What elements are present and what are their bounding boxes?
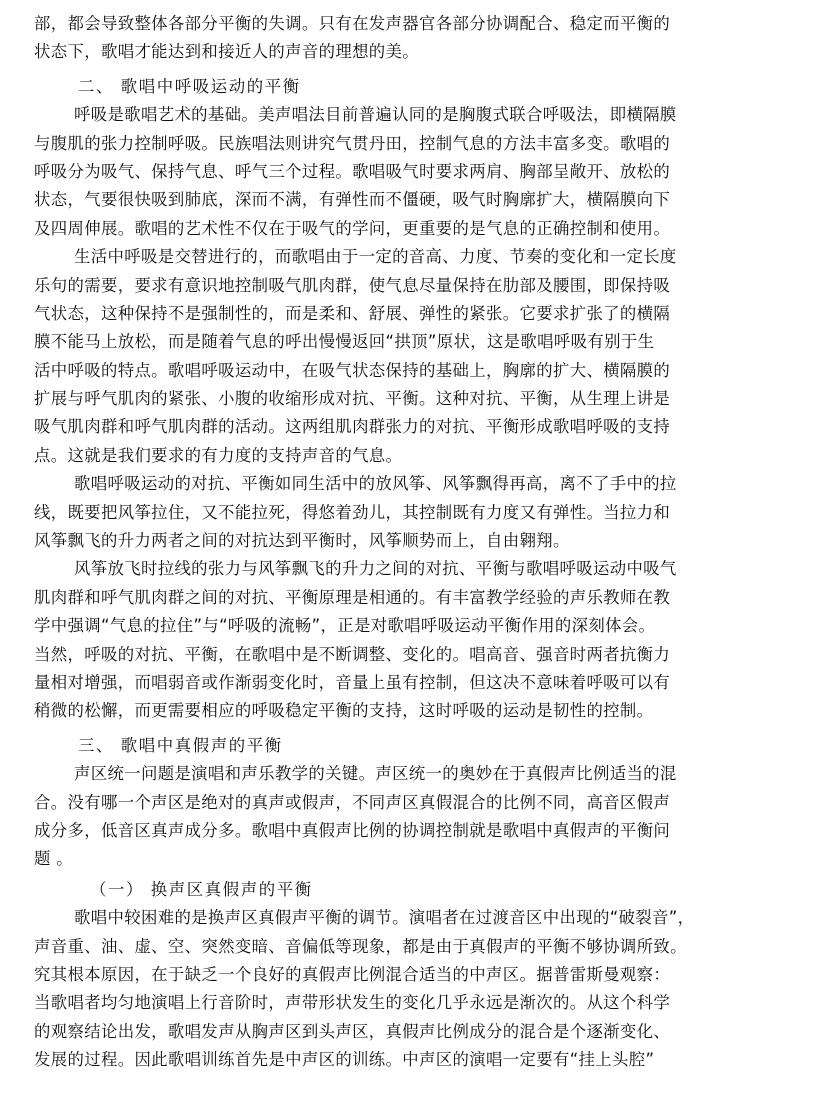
paragraph: [34, 760, 770, 874]
paragraph: [34, 904, 770, 1074]
paragraph: [34, 470, 770, 555]
paragraph: [34, 101, 770, 243]
text-line: 活中呼吸的特点。歌唱呼吸运动中，在吸气状态保持的基础上，胸廓的扩大、横隔膜的: [34, 360, 671, 380]
text-line: 风筝放飞时拉线的张力与风筝飘飞的升力之间的对抗、平衡与歌唱呼吸运动中吸气: [74, 559, 677, 579]
text-line: 稍微的松懈，而更需要相应的呼吸稳定平衡的支持，这时呼吸的运动是韧性的控制。: [34, 701, 654, 721]
text-line: 与腹肌的张力控制呼吸。民族唱法则讲究气贯丹田，控制气息的方法丰富多变。歌唱的: [34, 133, 671, 153]
text-line: 生活中呼吸是交替进行的，而歌唱由于一定的音高、力度、节奏的变化和一定长度: [74, 247, 677, 267]
text-line: 乐句的需要，要求有意识地控制吸气肌肉群，使气息尽量保持在肋部及腰围，即保持吸: [34, 275, 671, 295]
text-line: 发展的过程。因此歌唱训练首先是中声区的训练。中声区的演唱一定要有“挂上头腔”: [34, 1050, 655, 1070]
text-line: 歌唱呼吸运动的对抗、平衡如同生活中的放风筝、风筝飘得再高，离不了手中的拉: [74, 474, 677, 494]
text-line: 呼吸是歌唱艺术的基础。美声唱法目前普遍认同的是胸腹式联合呼吸法，即横隔膜: [74, 105, 677, 125]
text-line: 膜不能马上放松，而是随着气息的呼出慢慢返回“拱顶”原状，这是歌唱呼吸有别于生: [34, 332, 655, 352]
section-breathing: [34, 73, 770, 726]
paragraph: [34, 243, 770, 470]
text-line: 歌唱中较困难的是换声区真假声平衡的调节。演唱者在过渡音区中出现的“破裂音”，: [74, 908, 695, 928]
text-line: 声区统一问题是演唱和声乐教学的关键。声区统一的奥妙在于真假声比例适当的混: [74, 764, 677, 784]
subsection-heading: （一） 换声区真假声的平衡: [90, 879, 313, 899]
text-line: 点。这就是我们要求的有力度的支持声音的气息。: [34, 445, 403, 465]
text-line: 状态，气要很快吸到肺底，深而不满，有弹性而不僵硬，吸气时胸廓扩大，横隔膜向下: [34, 190, 671, 210]
text-line: 量相对增强，而唱弱音或作渐弱变化时，音量上虽有控制，但这决不意味着呼吸可以有: [34, 672, 671, 692]
text-line: 学中强调“气息的拉住”与“呼吸的流畅”，正是对歌唱呼吸运动平衡作用的深刻体会。: [34, 616, 656, 636]
text-line: 肌肉群和呼气肌肉群之间的对抗、平衡原理是相通的。有丰富教学经验的声乐教师在教: [34, 587, 671, 607]
paragraph: [34, 555, 770, 725]
text-line: 题 。: [34, 849, 74, 869]
text-line: 扩展与呼气肌肉的紧张、小腹的收缩形成对抗、平衡。这种对抗、平衡，从生理上讲是: [34, 389, 671, 409]
section-heading: 二、 歌唱中呼吸运动的平衡: [78, 76, 301, 96]
text-line: 成分多，低音区真声成分多。歌唱中真假声比例的协调控制就是歌唱中真假声的平衡问: [34, 820, 671, 840]
text-line: 风筝飘飞的升力两者之间的对抗达到平衡时，风筝顺势而上，自由翱翔。: [34, 531, 570, 551]
text-line: 的观察结论出发，歌唱发声从胸声区到头声区，真假声比例成分的混合是个逐渐变化、: [34, 1021, 671, 1041]
text-line: 及四周伸展。歌唱的艺术性不仅在于吸气的学问，更重要的是气息的正确控制和使用。: [34, 218, 671, 238]
text-line: 究其根本原因，在于缺乏一个良好的真假声比例混合适当的中声区。据普雷斯曼观察：: [34, 964, 671, 984]
text-line: 气状态，这种保持不是强制性的，而是柔和、舒展、弹性的紧张。它要求扩张了的横隔: [34, 303, 671, 323]
section-heading: 三、 歌唱中真假声的平衡: [78, 735, 283, 755]
text-line: 当歌唱者均匀地演唱上行音阶时，声带形状发生的变化几乎永远是渐次的。从这个科学: [34, 993, 671, 1013]
text-line: 部，都会导致整体各部分平衡的失调。只有在发声器官各部分协调配合、稳定而平衡的: [34, 14, 671, 33]
text-line: 合。没有哪一个声区是绝对的真声或假声，不同声区真假混合的比例不同，高音区假声: [34, 792, 671, 812]
document-page: [34, 10, 770, 1074]
text-line: 状态下，歌唱才能达到和接近人的声音的理想的美。: [34, 42, 420, 62]
text-line: 呼吸分为吸气、保持气息、呼气三个过程。歌唱吸气时要求两肩、胸部呈敞开、放松的: [34, 161, 671, 181]
text-line: 线，既要把风筝拉住，又不能拉死，得悠着劲儿，其控制既有力度又有弹性。当拉力和: [34, 502, 671, 522]
intro-paragraph: [34, 10, 770, 67]
text-line: 吸气肌肉群和呼气肌肉群的活动。这两组肌肉群张力的对抗、平衡形成歌唱呼吸的支持: [34, 417, 671, 437]
text-line: 当然，呼吸的对抗、平衡，在歌唱中是不断调整、变化的。唱高音、强音时两者抗衡力: [34, 644, 671, 664]
section-chest-head-voice: [34, 732, 770, 1075]
text-line: 声音重、油、虚、空、突然变暗、音偏低等现象，都是由于真假声的平衡不够协调所致。: [34, 936, 687, 956]
